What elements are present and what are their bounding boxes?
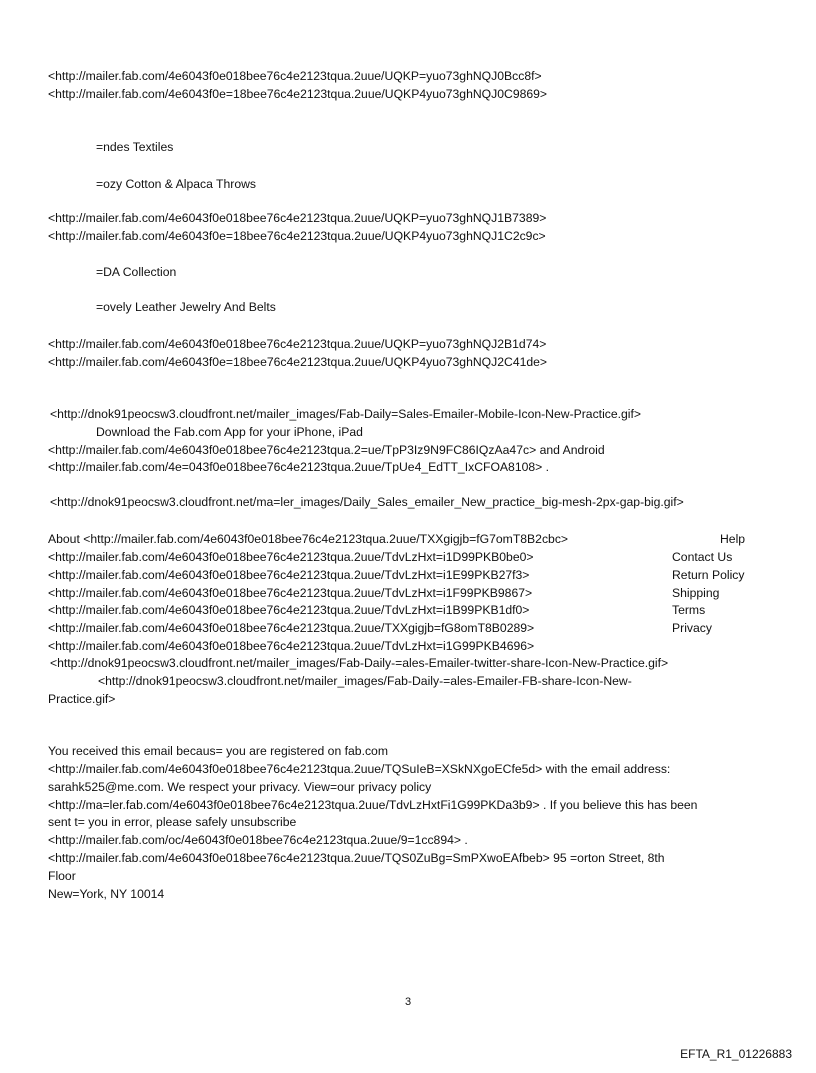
product-title: =ozy Cotton & Alpaca Throws [96, 177, 256, 191]
shop-name: =DA Collection [96, 265, 177, 279]
link-line[interactable]: <http://mailer.fab.com/4e6043f0e=18bee76c4e2123tqua.2uue/UQKP4yuo73ghNQJ1C2c9c> [48, 229, 546, 243]
facebook-share-link-cont[interactable]: Practice.gif> [48, 692, 116, 706]
terms-link[interactable]: Terms [672, 603, 706, 617]
footer-link[interactable]: <http://mailer.fab.com/4e6043f0e018bee76c4e2123tqua.2uue/TXXgigjb=fG8omT8B0289> [48, 621, 535, 635]
footer-link[interactable]: <http://mailer.fab.com/4e6043f0e018bee76c4e2123tqua.2uue/TdvLzHxt=i1G99PKB4696> [48, 639, 535, 653]
privacy-policy-link[interactable]: <http://ma=ler.fab.com/4e6043f0e018bee76c4e2123tqua.2uue/TdvLzHxtFi1G99PKDa3b9> . If you believe this has been [48, 798, 698, 812]
link-line[interactable]: <http://mailer.fab.com/4e6043f0e=18bee76c4e2123tqua.2uue/UQKP4yuo73ghNQJ2C41de> [48, 355, 548, 369]
link-line[interactable]: <http://mailer.fab.com/4e6043f0e018bee76c4e2123tqua.2uue/UQKP=yuo73ghNQJ2B1d74> [48, 337, 547, 351]
iphone-app-link[interactable]: <http://mailer.fab.com/4e6043f0e018bee76c4e2123tqua.2=ue/TpP3Iz9N9FC86IQzAa47c> and Android [48, 443, 605, 457]
link-line[interactable]: <http://mailer.fab.com/4e6043f0e=18bee76c4e2123tqua.2uue/UQKP4yuo73ghNQJ0C9869> [48, 87, 548, 101]
contact-us-link[interactable]: Contact Us [672, 550, 733, 564]
android-app-link[interactable]: <http://mailer.fab.com/4e=043f0e018bee76c4e2123tqua.2uue/TpUe4_EdTT_IxCFOA8108> . [48, 460, 550, 474]
mesh-image-link[interactable]: <http://dnok91peocsw3.cloudfront.net/ma=ler_images/Daily_Sales_emailer_New_practice_big-mesh-2px-gap-big.gif> [50, 495, 684, 509]
shipping-link[interactable]: Shipping [672, 586, 720, 600]
footer-link[interactable]: <http://mailer.fab.com/4e6043f0e018bee76c4e2123tqua.2uue/TdvLzHxt=i1F99PKB9867> [48, 586, 533, 600]
facebook-share-link[interactable]: <http://dnok91peocsw3.cloudfront.net/mailer_images/Fab-Daily-=ales-Emailer-FB-share-Icon-New- [98, 674, 632, 688]
return-policy-link[interactable]: Return Policy [672, 568, 745, 582]
privacy-link[interactable]: Privacy [672, 621, 712, 635]
shop-name: =ndes Textiles [96, 140, 174, 154]
notice-text: You received this email becaus= you are registered on fab.com [48, 744, 388, 758]
notice-link[interactable]: <http://mailer.fab.com/4e6043f0e018bee76c4e2123tqua.2uue/TQSuIeB=XSkNXgoECfe5d> with the email address: [48, 762, 671, 776]
page-number: 3 [404, 996, 412, 1008]
address-text: New=York, NY 10014 [48, 887, 165, 901]
address-text: Floor [48, 869, 76, 883]
app-icon-link[interactable]: <http://dnok91peocsw3.cloudfront.net/mailer_images/Fab-Daily=Sales-Emailer-Mobile-Icon-New-Practice.gif> [50, 407, 642, 421]
link-line[interactable]: <http://mailer.fab.com/4e6043f0e018bee76c4e2123tqua.2uue/UQKP=yuo73ghNQJ1B7389> [48, 211, 547, 225]
footer-link[interactable]: <http://mailer.fab.com/4e6043f0e018bee76c4e2123tqua.2uue/TdvLzHxt=i1D99PKB0be0> [48, 550, 534, 564]
unsubscribe-link[interactable]: <http://mailer.fab.com/oc/4e6043f0e018bee76c4e2123tqua.2uue/9=1cc894> . [48, 833, 468, 847]
document-id: EFTA_R1_01226883 [680, 1047, 792, 1061]
footer-link-about[interactable]: About <http://mailer.fab.com/4e6043f0e018bee76c4e2123tqua.2uue/TXXgigjb=fG7omT8B2cbc> [48, 532, 569, 546]
product-title: =ovely Leather Jewelry And Belts [96, 300, 276, 314]
link-line[interactable]: <http://mailer.fab.com/4e6043f0e018bee76c4e2123tqua.2uue/UQKP=yuo73ghNQJ0Bcc8f> [48, 69, 542, 83]
address-link[interactable]: <http://mailer.fab.com/4e6043f0e018bee76c4e2123tqua.2uue/TQS0ZuBg=SmPXwoEAfbeb> 95 =orton Street, 8th [48, 851, 665, 865]
footer-link[interactable]: <http://mailer.fab.com/4e6043f0e018bee76c4e2123tqua.2uue/TdvLzHxt=i1B99PKB1df0> [48, 603, 530, 617]
twitter-share-link[interactable]: <http://dnok91peocsw3.cloudfront.net/mailer_images/Fab-Daily-=ales-Emailer-twitter-share-Icon-New-Practice.gif> [50, 656, 669, 670]
notice-text: sarahk525@me.com. We respect your privacy. View=our privacy policy [48, 780, 432, 794]
help-link[interactable]: Help [720, 532, 746, 546]
notice-text: sent t= you in error, please safely unsubscribe [48, 815, 297, 829]
footer-link[interactable]: <http://mailer.fab.com/4e6043f0e018bee76c4e2123tqua.2uue/TdvLzHxt=i1E99PKB27f3> [48, 568, 530, 582]
app-download-text: Download the Fab.com App for your iPhone, iPad [96, 425, 363, 439]
